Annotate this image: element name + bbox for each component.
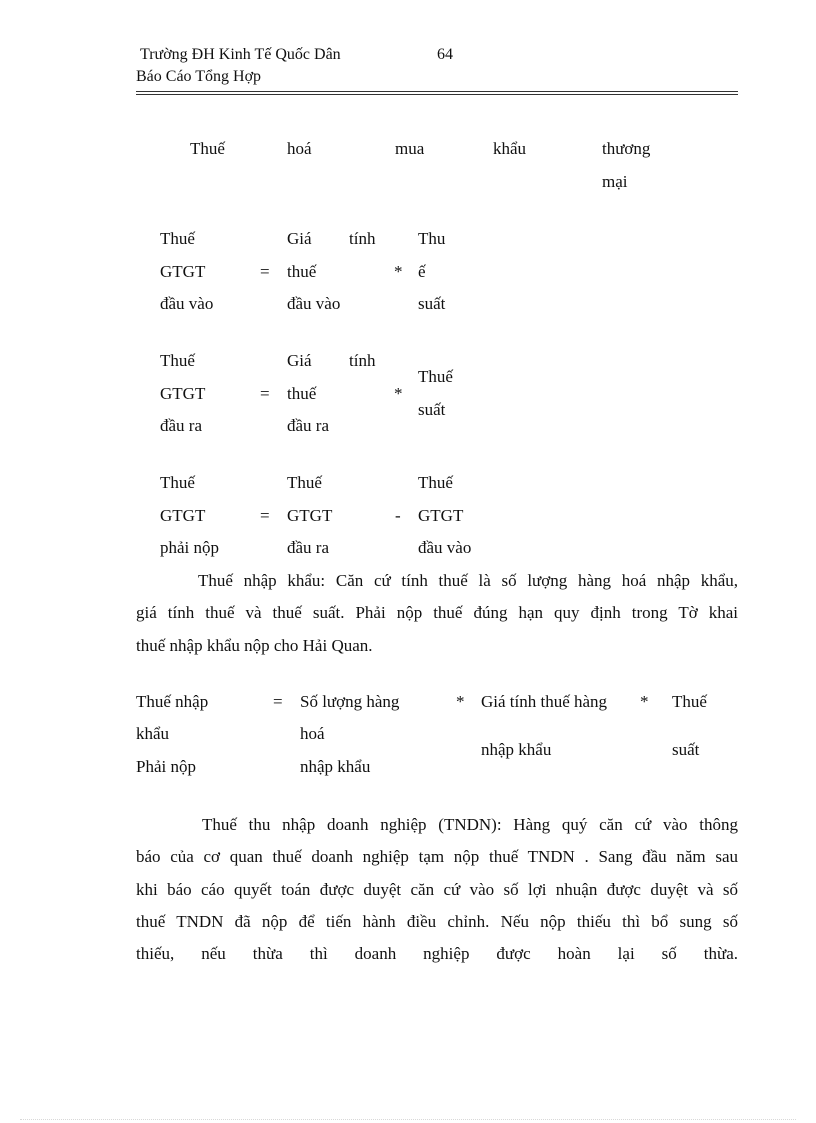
multiply-sign: * <box>394 384 403 403</box>
term-line: GTGT <box>418 506 464 525</box>
paragraph-line: thuế nhập khẩu nộp cho Hải Quan. <box>136 635 373 655</box>
lhs-line: GTGT <box>160 262 206 281</box>
term-line: nhập khẩu <box>300 757 371 776</box>
term-line: đầu vào <box>287 294 341 313</box>
term-line: suất <box>672 740 700 759</box>
term-line: Thuế <box>672 692 707 711</box>
term-line: thuế <box>287 384 317 403</box>
term-line: Giá <box>287 229 312 248</box>
term-line: Giá tính thuế hàng <box>481 692 608 711</box>
paragraph-line: Thuế thu nhập doanh nghiệp (TNDN): Hàng quý căn cứ vào thông <box>202 815 738 834</box>
lhs-line: Thuế <box>160 351 195 370</box>
equals-sign: = <box>260 262 270 281</box>
paragraph-line: thuế TNDN đã nộp để tiến hành điều chỉnh. Nếu nộp thiếu thì bổ sung số <box>136 911 738 931</box>
paragraph-line: Thuế nhập khẩu: Căn cứ tính thuế là số lượng hàng hoá nhập khẩu, <box>198 571 738 590</box>
lhs-line: Thuế nhập <box>136 692 209 711</box>
term-line: Thu <box>418 229 446 248</box>
paragraph-line: khi báo cáo quyết toán được duyệt căn cứ vào số lợi nhuận được duyệt và số <box>136 879 738 899</box>
term-line: thuế <box>287 262 317 281</box>
term-line: đầu ra <box>287 538 330 557</box>
paragraph-line: thiếu, nếu thừa thì doanh nghiệp được hoàn lại số thừa. <box>136 944 738 964</box>
term-line: tính <box>349 351 376 370</box>
import-tax-paragraph <box>136 565 738 662</box>
term-line: GTGT <box>287 506 333 525</box>
top-row-word: mua <box>395 139 425 158</box>
multiply-sign: * <box>394 262 403 281</box>
top-row-word: khẩu <box>493 139 527 158</box>
term-line: Thuế <box>418 367 453 386</box>
multiply-sign: * <box>640 692 649 711</box>
header-rule-bottom <box>136 94 738 95</box>
equals-sign: = <box>260 384 270 403</box>
term-line: đầu vào <box>418 538 472 557</box>
term-line: đầu ra <box>287 416 330 435</box>
paragraph-line: giá tính thuế và thuế suất. Phải nộp thuế đúng hạn quy định trong Tờ khai <box>136 603 738 623</box>
term-line: nhập khẩu <box>481 740 552 759</box>
term-line: Thuế <box>418 473 453 492</box>
lhs-line: GTGT <box>160 506 206 525</box>
term-line: ế <box>418 262 426 281</box>
term-line: suất <box>418 400 446 419</box>
lhs-line: Thuế <box>160 473 195 492</box>
term-line: Thuế <box>287 473 322 492</box>
multiply-sign: * <box>456 692 465 711</box>
top-row-word: hoá <box>287 139 312 158</box>
header-page-number: 64 <box>437 46 453 63</box>
lhs-line: GTGT <box>160 384 206 403</box>
top-row-word: mại <box>602 172 628 191</box>
paragraph-line: báo của cơ quan thuế doanh nghiệp tạm nộp thuế TNDN . Sang đầu năm sau <box>136 847 738 867</box>
term-line: hoá <box>300 724 325 743</box>
term-line: tính <box>349 229 376 248</box>
lhs-line: đầu ra <box>160 416 203 435</box>
term-line: Số lượng hàng <box>300 692 400 711</box>
minus-sign: - <box>395 506 401 525</box>
lhs-line: phải nộp <box>160 538 220 557</box>
header-rule-top <box>136 91 738 92</box>
page-bottom-border <box>20 1119 796 1120</box>
header-school: Trường ĐH Kinh Tế Quốc Dân <box>140 46 341 63</box>
term-line: suất <box>418 294 446 313</box>
lhs-line: đầu vào <box>160 294 214 313</box>
term-line: Giá <box>287 351 312 370</box>
equals-sign: = <box>273 692 283 711</box>
lhs-line: Phải nộp <box>136 757 196 776</box>
equals-sign: = <box>260 506 270 525</box>
lhs-line: khẩu <box>136 724 170 743</box>
lhs-line: Thuế <box>160 229 195 248</box>
top-row-word: thương <box>602 139 651 158</box>
cit-paragraph <box>136 809 738 970</box>
top-row-word: Thuế <box>190 139 225 158</box>
header-report-title: Báo Cáo Tổng Hợp <box>136 68 262 85</box>
